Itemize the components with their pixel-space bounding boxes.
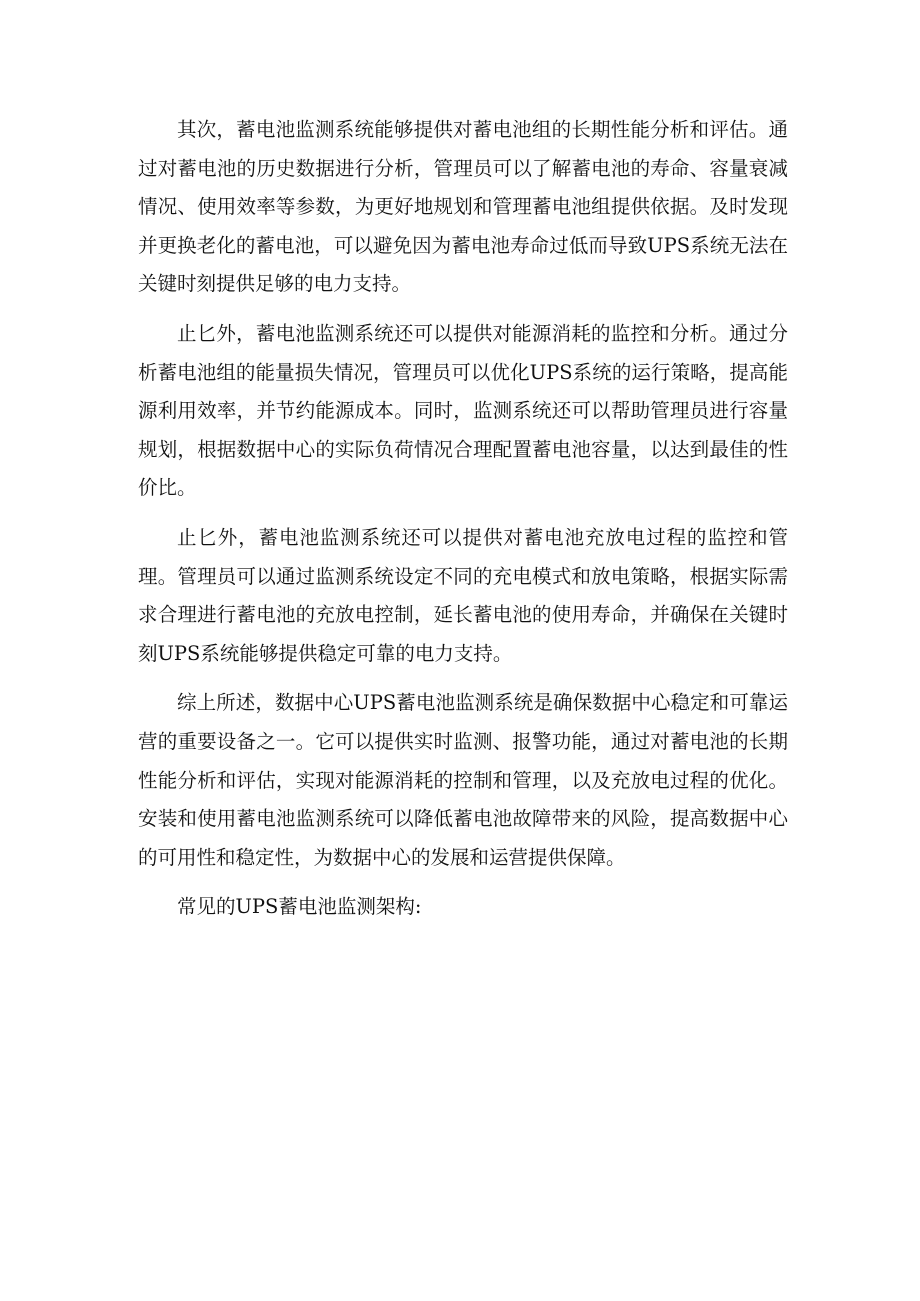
document-body (138, 111, 788, 927)
paragraph-architecture-heading: 常见的UPS蓄电池监测架构: (177, 895, 422, 919)
paragraph-charge-discharge: 止匕外，蓄电池监测系统还可以提供对蓄电池充放电过程的监控和管理。管理员可以通过监测系统设定不同的充电模式和放电策略，根据实际需求合理进行蓄电池的充放电控制，延长蓄电池的使用寿命，并确保在关键时刻UPS系统能够提供稳定可靠的电力支持。 (138, 525, 788, 665)
paragraph-summary: 综上所述，数据中心UPS蓄电池监测系统是确保数据中心稳定和可靠运营的重要设备之一。它可以提供实时监测、报警功能，通过对蓄电池的长期性能分析和评估，实现对能源消耗的控制和管理，以及充放电过程的优化。安装和使用蓄电池监测系统可以降低蓄电池故障带来的风险，提高数据中心的可用性和稳定性，为数据中心的发展和运营提供保障。 (138, 691, 788, 869)
paragraph-long-term-analysis: 其次，蓄电池监测系统能够提供对蓄电池组的长期性能分析和评估。通过对蓄电池的历史数据进行分析，管理员可以了解蓄电池的寿命、容量衰减情况、使用效率等参数，为更好地规划和管理蓄电池组提供依据。及时发现并更换老化的蓄电池，可以避免因为蓄电池寿命过低而导致UPS系统无法在关键时刻提供足够的电力支持。 (138, 118, 788, 296)
paragraph-energy-monitoring: 止匕外，蓄电池监测系统还可以提供对能源消耗的监控和分析。通过分析蓄电池组的能量损失情况，管理员可以优化UPS系统的运行策略，提高能源利用效率，并节约能源成本。同时，监测系统还可以帮助管理员进行容量规划，根据数据中心的实际负荷情况合理配置蓄电池容量，以达到最佳的性价比。 (138, 321, 788, 500)
